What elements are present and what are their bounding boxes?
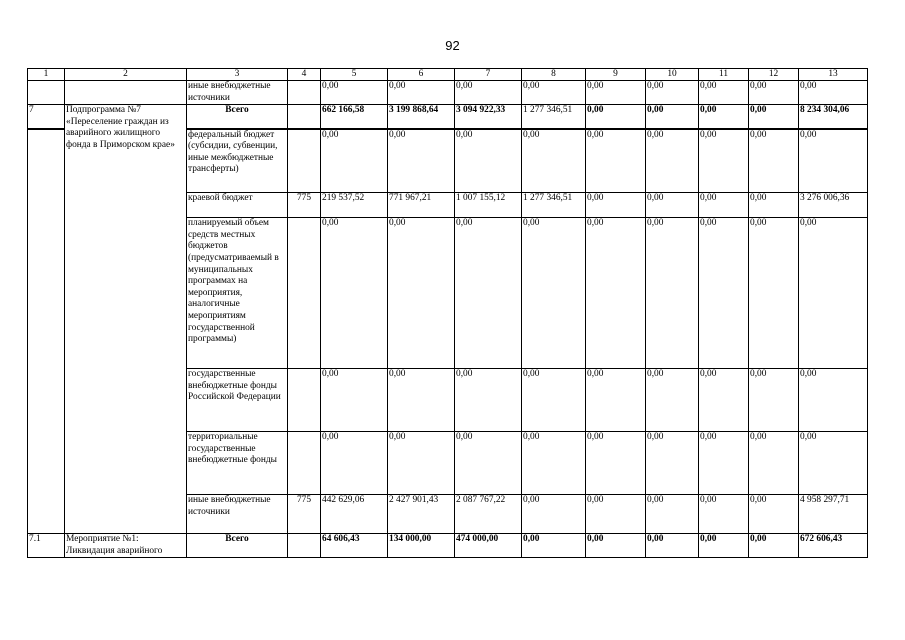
column-header: 12 [749,69,799,81]
value-cell: 0,00 [646,105,699,129]
value-cell: 219 537,52 [321,193,388,218]
value-cell: 0,00 [586,432,646,495]
value-cell: 0,00 [799,218,868,369]
value-cell: 0,00 [522,129,586,193]
value-cell: 2 087 767,22 [455,495,522,534]
funding-source-cell: государственные внебюджетные фонды Российской Федерации [187,369,288,432]
value-cell: 0,00 [646,193,699,218]
value-cell: 0,00 [455,129,522,193]
value-cell: 0,00 [522,369,586,432]
value-cell: 0,00 [646,369,699,432]
column-header: 2 [65,69,187,81]
grbs-code-cell [288,105,321,129]
value-cell: 0,00 [321,81,388,105]
value-cell: 474 000,00 [455,534,522,558]
column-header: 7 [455,69,522,81]
value-cell: 0,00 [522,218,586,369]
value-cell: 1 277 346,51 [522,193,586,218]
value-cell: 0,00 [522,432,586,495]
value-cell: 0,00 [646,495,699,534]
value-cell: 0,00 [699,534,749,558]
grbs-code-cell [288,129,321,193]
value-cell: 0,00 [799,129,868,193]
value-cell: 0,00 [749,105,799,129]
value-cell: 0,00 [586,369,646,432]
value-cell: 8 234 304,06 [799,105,868,129]
funding-source-cell: федеральный бюджет (субсидии, субвенции, иные межбюджетные трансферты) [187,129,288,193]
column-header: 13 [799,69,868,81]
grbs-code-cell: 775 [288,495,321,534]
value-cell: 0,00 [522,495,586,534]
value-cell: 0,00 [749,218,799,369]
funding-source-cell: Всего [187,105,288,129]
row-number-cell [28,81,65,105]
funding-source-cell: планируемый объем средств местных бюджетов (предусматриваемый в муниципальных программах на мероприятия, аналогичные мероприятиям государственной программы) [187,218,288,369]
value-cell: 0,00 [799,369,868,432]
column-header: 1 [28,69,65,81]
row-number-cell [28,129,65,534]
funding-source-cell: краевой бюджет [187,193,288,218]
value-cell: 0,00 [388,369,455,432]
value-cell: 0,00 [321,129,388,193]
funding-source-cell: иные внебюджетные источники [187,495,288,534]
value-cell: 771 967,21 [388,193,455,218]
column-header: 4 [288,69,321,81]
column-header: 8 [522,69,586,81]
funding-source-cell: иные внебюджетные источники [187,81,288,105]
table-row [28,534,868,558]
value-cell: 0,00 [522,534,586,558]
value-cell: 0,00 [321,432,388,495]
grbs-code-cell [288,369,321,432]
value-cell: 0,00 [586,534,646,558]
value-cell: 0,00 [699,105,749,129]
value-cell: 0,00 [321,369,388,432]
value-cell: 0,00 [646,432,699,495]
value-cell: 0,00 [749,495,799,534]
value-cell: 2 427 901,43 [388,495,455,534]
budget-table [27,68,868,558]
table-header-row [28,69,868,81]
grbs-code-cell [288,81,321,105]
column-header: 5 [321,69,388,81]
value-cell: 0,00 [799,81,868,105]
program-name-cell [65,81,187,105]
table-row [28,81,868,105]
value-cell: 0,00 [699,369,749,432]
funding-source-cell: территориальные государственные внебюджетные фонды [187,432,288,495]
value-cell: 0,00 [749,81,799,105]
program-name-cell: Мероприятие №1: Ликвидация аварийного [65,534,187,558]
row-number-cell: 7 [28,105,65,129]
value-cell: 0,00 [586,129,646,193]
column-header: 9 [586,69,646,81]
value-cell: 0,00 [455,432,522,495]
value-cell: 1 277 346,51 [522,105,586,129]
value-cell: 0,00 [749,534,799,558]
value-cell: 0,00 [699,129,749,193]
grbs-code-cell [288,534,321,558]
value-cell: 0,00 [321,218,388,369]
value-cell: 0,00 [749,369,799,432]
value-cell: 0,00 [749,193,799,218]
value-cell: 672 606,43 [799,534,868,558]
value-cell: 0,00 [646,534,699,558]
value-cell: 0,00 [646,81,699,105]
value-cell: 0,00 [388,432,455,495]
value-cell: 0,00 [699,495,749,534]
value-cell: 0,00 [586,81,646,105]
program-name-cell: Подпрограмма №7 «Переселение граждан из аварийного жилищного фонда в Приморском крае» [65,105,187,534]
value-cell: 0,00 [749,432,799,495]
value-cell: 662 166,58 [321,105,388,129]
value-cell: 0,00 [749,129,799,193]
value-cell: 0,00 [699,432,749,495]
value-cell: 0,00 [455,369,522,432]
value-cell: 442 629,06 [321,495,388,534]
value-cell: 4 958 297,71 [799,495,868,534]
value-cell: 0,00 [699,218,749,369]
value-cell: 3 094 922,33 [455,105,522,129]
row-number-cell: 7.1 [28,534,65,558]
value-cell: 0,00 [699,81,749,105]
value-cell: 0,00 [646,218,699,369]
table-row [28,105,868,129]
value-cell: 0,00 [646,129,699,193]
value-cell: 64 606,43 [321,534,388,558]
grbs-code-cell: 775 [288,193,321,218]
value-cell: 0,00 [799,432,868,495]
value-cell: 0,00 [455,81,522,105]
value-cell: 0,00 [388,129,455,193]
column-header: 6 [388,69,455,81]
value-cell: 0,00 [455,218,522,369]
column-header: 3 [187,69,288,81]
value-cell: 0,00 [522,81,586,105]
value-cell: 3 276 006,36 [799,193,868,218]
grbs-code-cell [288,432,321,495]
value-cell: 0,00 [586,218,646,369]
value-cell: 134 000,00 [388,534,455,558]
value-cell: 0,00 [586,105,646,129]
value-cell: 0,00 [388,218,455,369]
page-number: 92 [445,38,460,53]
funding-source-cell: Всего [187,534,288,558]
value-cell: 0,00 [586,193,646,218]
column-header: 10 [646,69,699,81]
value-cell: 0,00 [388,81,455,105]
value-cell: 0,00 [586,495,646,534]
value-cell: 1 007 155,12 [455,193,522,218]
value-cell: 0,00 [699,193,749,218]
grbs-code-cell [288,218,321,369]
value-cell: 3 199 868,64 [388,105,455,129]
column-header: 11 [699,69,749,81]
